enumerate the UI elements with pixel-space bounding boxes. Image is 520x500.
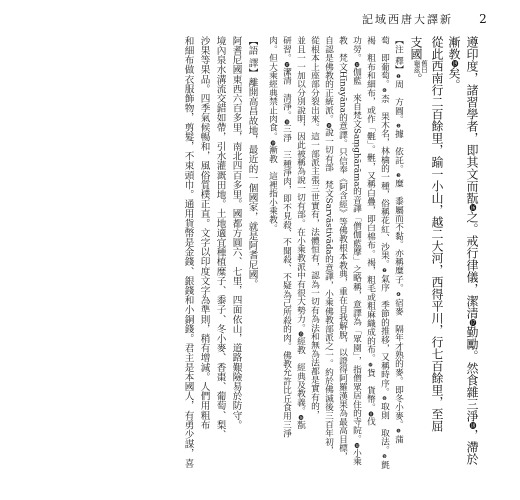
interlinear-gloss (412, 60, 427, 73)
note-marker: ⓬ (353, 62, 360, 68)
note-marker: ⓱ (283, 62, 290, 68)
translation-column: 和細布做衣服飾物，剪髮，不束頭巾。通用貨幣是金錢、銀錢和小銅錢。君主是本國人，有勇少謀，喜 (182, 36, 194, 468)
note-marker: ❼ (381, 268, 388, 275)
note-marker: ⓮ (325, 123, 332, 129)
note-marker: ❻ (381, 88, 388, 95)
note-marker: ⓰ (468, 204, 476, 211)
note-marker: ⓱ (468, 318, 476, 326)
note-column: 自認是佛教的正統派。⓮說一切有部 梵文Sarvāstivāda的意譯，小乘佛教部派之一。約於佛滅後三百年初， (323, 36, 334, 455)
translation-column: 沙果等果品。四季氣候暢和，風俗質樸正直。文字以印度文字為準則，稍有增減。人們用粗布 (198, 36, 210, 430)
main-text-segment: 支國 (409, 36, 423, 60)
main-text-column (411, 36, 427, 472)
note-marker: ❺ (395, 428, 402, 435)
note-marker: ⓭ (353, 443, 360, 449)
main-text-column: 從此西南行二百餘里，踰一小山，越二大河，西得平川，行七百餘里，至屈 (430, 36, 444, 432)
notes-heading: 【注 釋】 (393, 36, 404, 74)
note-marker: ❹ (395, 291, 402, 298)
page-number: 2 (479, 12, 487, 26)
note-marker: ⓳ (450, 60, 458, 67)
note-marker: ❽ (381, 396, 388, 403)
note-marker: ⓲ (468, 421, 476, 429)
note-column: 並且一一加以分別說明，因此被稱為說一切有部。在小乘教派中有很大勢力。⓯經教 經典及教義。⓰翫 (295, 36, 306, 429)
note-text: ❶周 方圓。❷據 依託。❸糜 黍屬而不黏。亦稱糜子。❹宿麥 隔年才熟的麥。即冬小麥。❺蒲 (393, 73, 404, 443)
gloss-line: 龜茲 (412, 60, 421, 73)
note-column: 萄 即葡萄。❻柰 果木名，林檎的一種，俗稱花紅、沙果。❼氣序 季節的推移，又稱時序。❽取則 取法。❾氈 (379, 36, 390, 469)
translation-column: 阿耆尼國東西六百多里，南北四百多里。國都方圓六、七里，四面依山，道路艱險易於防守。 (230, 36, 242, 430)
note-marker: ⓳ (269, 140, 276, 146)
note-column (392, 36, 405, 472)
gloss-line: 舊曰 (420, 60, 428, 73)
note-marker: ⓲ (283, 119, 290, 125)
note-column: 從根本上座部分裂出來。這一部派主張三世實有，法體恒有，認為一切有為法和無為法都是實有的， (309, 36, 320, 419)
note-marker: ⓯ (297, 331, 304, 337)
note-marker: ❾ (381, 454, 388, 461)
note-column: 研習。⓱潔清 清淨。⓲三淨 三種淨肉，即不見殺、不聞殺、不疑為己所殺的肉。佛教允許比丘食用三淨 (281, 36, 292, 438)
note-column: 教 梵文Hīnayāna的意譯。只信奉《阿含經》等佛教根本教典，重在自我解脫，以證得阿羅漢果為最高目標， (337, 36, 348, 461)
note-column: 褐 粗布和細布，或作「氎」。氎，又稱白疊，即白棉布。褐，粗毛或粗麻織成的布。❿貨 貨幣。⓫伐 (365, 36, 376, 426)
note-marker: ❿ (367, 362, 374, 369)
running-head-book-title: 新譯大唐西域記 (362, 13, 453, 26)
translation-column (245, 36, 260, 472)
note-marker: ⓫ (367, 411, 374, 417)
note-marker: ⓰ (297, 415, 304, 421)
main-text-punctuation: 。 (409, 73, 423, 85)
note-marker: ❷ (395, 123, 402, 130)
note-marker: ❸ (395, 172, 402, 179)
translation-text: 離開高昌故地，最近的一個國家，就是阿耆尼國。 (246, 77, 258, 289)
note-column: 功勞。⓬伽藍 來自梵文Saṃghārāma的音譯「僧伽藍摩」之略稱，意譯為「眾園」，指僧眾居住的寺院。⓭小乘 (351, 36, 362, 466)
note-marker: ❶ (395, 73, 402, 80)
note-column: 肉。但大乘經典禁止肉食。⓳漸教 這裡指小乘教。 (267, 36, 278, 233)
translation-heading: 【語 譯】 (246, 36, 258, 78)
translation-column: 境內泉水溝流交錯如帶，引水灌溉田地。土地適宜種植糜子、黍子、冬小麥、香棗、葡萄、梨、 (214, 36, 226, 440)
main-text-column: 遵印度，諸習學者，即其文而翫⓰之。戒行律儀，潔清⓱勤勵。然食雜三淨⓲，滯於 (465, 36, 479, 465)
main-text-column: 漸教⓳矣。 (447, 36, 461, 91)
